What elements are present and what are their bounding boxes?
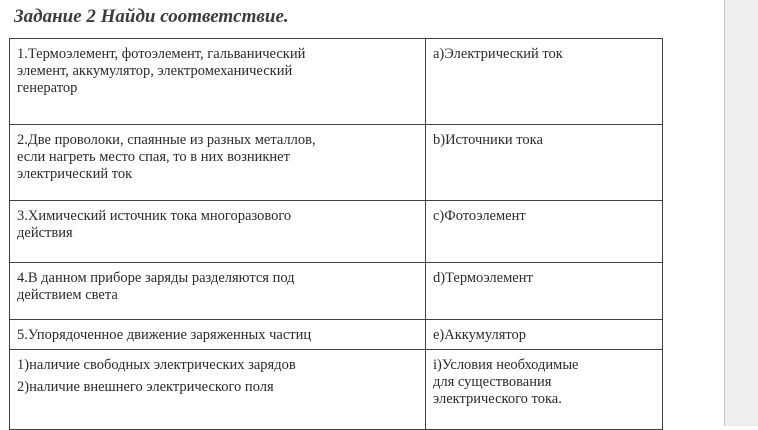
right-cell — [426, 320, 663, 350]
cell-text: 3.Химический источник тока многоразового — [17, 208, 292, 224]
right-cell — [426, 201, 663, 263]
table-row — [10, 39, 663, 125]
cell-text: генератор — [17, 80, 78, 96]
table-row — [10, 350, 663, 430]
cell-text: действия — [17, 225, 73, 241]
right-cell — [426, 39, 663, 125]
cell-text: 1)наличие свободных электрических зарядов — [17, 357, 296, 373]
cell-text: i)Условия необходимые — [433, 357, 579, 373]
right-cell — [426, 263, 663, 320]
left-cell — [10, 201, 426, 263]
left-cell — [10, 350, 426, 430]
table-row — [10, 320, 663, 350]
task-title: Задание 2 Найди соответствие. — [14, 6, 289, 27]
matching-table — [9, 38, 663, 430]
table-row — [10, 263, 663, 320]
cell-text: электрического тока. — [433, 391, 562, 407]
left-cell — [10, 39, 426, 125]
table-row — [10, 201, 663, 263]
cell-text: если нагреть место спая, то в них возникнет — [17, 149, 290, 165]
table-row — [10, 125, 663, 201]
cell-text: 2)наличие внешнего электрического поля — [17, 379, 274, 395]
left-cell — [10, 320, 426, 350]
cell-text: электрический ток — [17, 166, 133, 182]
left-cell — [10, 125, 426, 201]
cell-text: для существования — [433, 374, 552, 390]
cell-text: b)Источники тока — [433, 132, 543, 148]
page-margin-background — [725, 0, 758, 426]
cell-text: 5.Упорядоченное движение заряженных частиц — [17, 327, 312, 343]
cell-text: a)Электрический ток — [433, 46, 563, 62]
cell-text: действием света — [17, 287, 118, 303]
right-cell — [426, 350, 663, 430]
cell-text: 1.Термоэлемент, фотоэлемент, гальванический — [17, 46, 306, 62]
cell-text: 2.Две проволоки, спаянные из разных металлов, — [17, 132, 316, 148]
cell-text: c)Фотоэлемент — [433, 208, 526, 224]
cell-text: e)Аккумулятор — [433, 327, 527, 343]
right-cell — [426, 125, 663, 201]
cell-text: 4.В данном приборе заряды разделяются под — [17, 270, 295, 286]
cell-text: элемент, аккумулятор, электромеханический — [17, 63, 293, 79]
left-cell — [10, 263, 426, 320]
cell-text: d)Термоэлемент — [433, 270, 533, 286]
